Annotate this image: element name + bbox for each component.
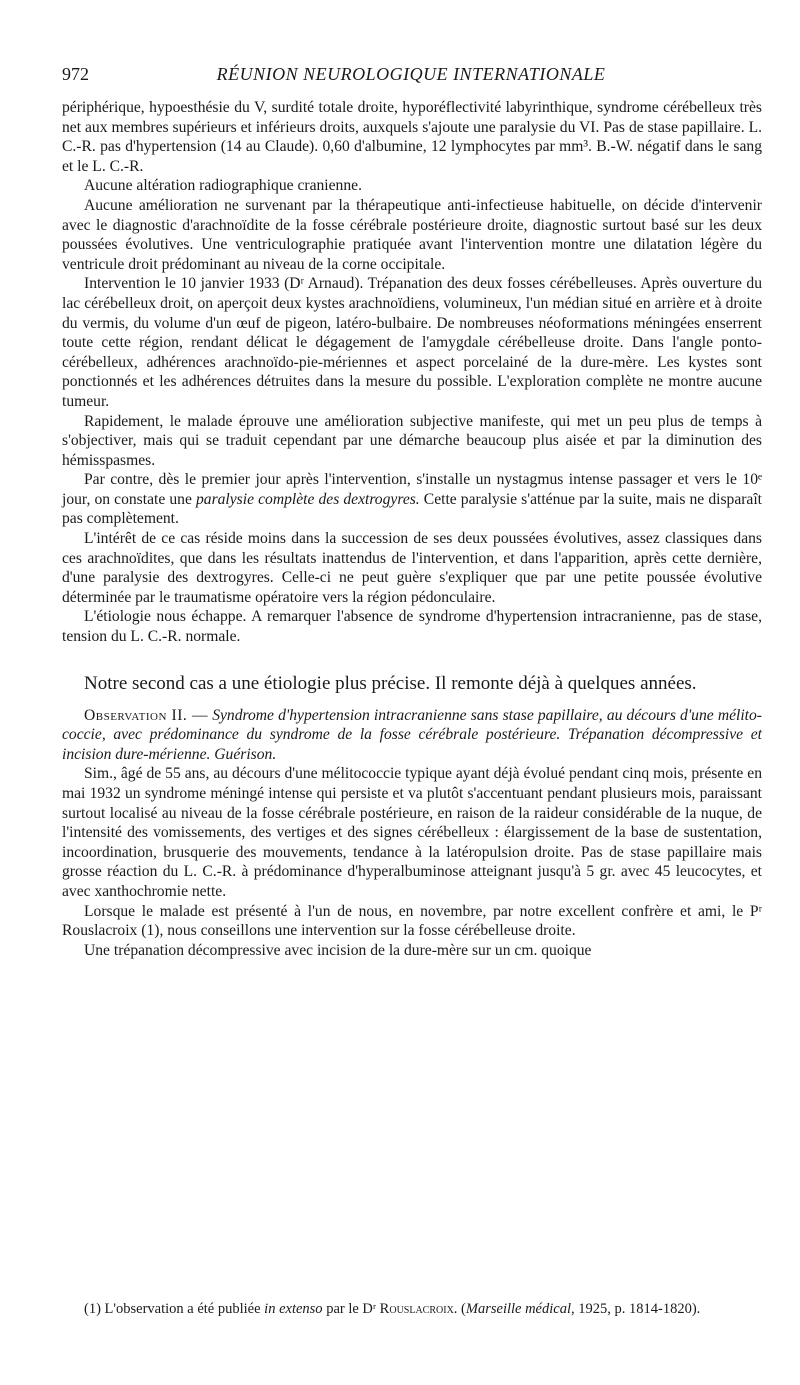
footnote-journal: Marseille médical (465, 1301, 571, 1317)
paragraph: Aucune amélioration ne survenant par la thérapeutique anti-infectieuse habituelle, on décide d'intervenir avec le diagnostic d'arachnoïdite de la fosse cérébrale postérieure droite, diagnostic surtout basé sur les deux poussées évolutives. Une ventriculographie pratiquée avant l'intervention montre une dilatation légère du ventricule droit prédominant au niveau de la corne occipitale. (62, 196, 762, 273)
paragraph-continuation: périphérique, hypoesthésie du V, surdité totale droite, hyporéflectivité labyrinthique, syndrome cérébelleux très net aux membres supérieurs et inférieurs droits, auxquels s'ajoute une paralysie du VI. Pas de stase papillaire. L. C.-R. pas d'hypertension (14 au Claude). 0,60 d'albumine, 12 lymphocytes par mm³. B.-W. négatif dans le sang et le L. C.-R. (62, 99, 762, 175)
paragraph: Intervention le 10 janvier 1933 (Dʳ Arnaud). Trépanation des deux fosses cérébelleuses. Après ouverture du lac cérébelleux droit, on aperçoit deux kystes arachnoïdiens, volumineux, l'un médian situé en arrière et à droite du vermis, du volume d'un œuf de pigeon, latéro-bulbaire. De nombreuses néoformations méningées enserrent toute cette région, rendant délicat le dégagement de l'amygdale cérébelleuse droite. Dans l'angle ponto-cérébelleux, adhérences arachnoïdo-pie-mériennes et aspect porcelainé de la dure-mère. Les kystes sont ponctionnés et les adhérences détruites dans la mesure du possible. L'exploration complète ne montre aucune tumeur. (62, 275, 762, 410)
page-number: 972 (62, 64, 89, 84)
paragraph: Sim., âgé de 55 ans, au décours d'une mélitococcie typique ayant déjà évolué pendant cinq mois, présente en mai 1932 un syndrome méningé intense qui persiste et va plutôt s'accentuant pendant plusieurs mois, paraissant surtout localisé au niveau de la fosse cérébrale postérieure, en raison de la raideur considérable de la nuque, de l'intensité des vomissements, des vertiges et des signes cérébelleux : élargissement de la base de sustentation, incoordination, brusquerie des mouvements, tendance à la latéropulsion droite. Pas de stase papillaire mais grosse réaction du L. C.-R. à prédominance d'hyperalbuminose atteignant jusqu'à 5 gr. avec 45 leucocytes, et avec xanthochromie nette. (62, 765, 762, 900)
paragraph: L'étiologie nous échappe. A remarquer l'absence de syndrome d'hypertension intracranienne, pas de stase, tension du L. C.-R. normale. (62, 608, 762, 646)
observation-title: Syndrome d'hypertension intracranienne sans stase papillaire, au décours d'une mélito-coccie, avec prédominance du syndrome de la fosse cérébrale postérieure. Trépanation décompressive et incision dure-mérienne. Guérison. (62, 706, 762, 763)
paragraph: L'intérêt de ce cas réside moins dans la succession de ses deux poussées évolutives, assez classiques dans ces arachnoïdites, que dans les résultats inattendus de l'intervention, et dans l'apparition, après cette dernière, d'une paralysie des dextrogyres. Celle-ci ne peut guère s'expliquer que par une petite poussée évolutive déterminée par le traumatisme opératoire vers la région pédonculaire. (62, 530, 762, 606)
text-run: (1) L'observation a été publiée (84, 1301, 265, 1317)
text-run: Par contre, dès le premier jour après l'intervention, s'installe un nystagmus intense passager et vers le 10ᵉ jour, on constate une (62, 471, 762, 508)
page-header (62, 64, 760, 88)
footnote-author: Rouslacroix (379, 1301, 454, 1317)
paragraph: Rapidement, le malade éprouve une amélioration subjective manifeste, qui met un peu plus de temps à s'objectiver, mais qui se traduit cependant par une démarche beaucoup plus aisée et par la diminution des hémisspasmes. (62, 412, 762, 469)
running-title: RÉUNION NEUROLOGIQUE INTERNATIONALE (216, 64, 606, 84)
observation-heading (62, 706, 762, 765)
text-run: , 1925, p. 1814-1820). (571, 1301, 701, 1317)
large-paragraph: Notre second cas a une étiologie plus précise. Il remonte déjà à quelques années. (84, 672, 697, 694)
paragraph: Lorsque le malade est présenté à l'un de nous, en novembre, par notre excellent confrère et ami, le Pʳ Rouslacroix (1), nous conseillons une intervention sur la fosse cérébelleuse droite. (62, 902, 762, 940)
body-text (62, 98, 762, 960)
italic-run: paralysie complète des dextrogyres. (195, 490, 420, 508)
text-run: par le Dʳ (322, 1301, 380, 1317)
italic-run: in extenso (264, 1301, 323, 1317)
footnote (62, 1300, 762, 1318)
paragraph: Aucune altération radiographique cranienne. (84, 177, 362, 195)
paragraph: Une trépanation décompressive avec incision de la dure-mère sur un cm. quoique (84, 941, 592, 959)
text-run: Cette paralysie s'atténue par la suite, mais ne disparaît pas complètement. (62, 490, 763, 528)
text-run: . ( (453, 1301, 466, 1317)
observation-label: Observation II. — (84, 706, 209, 724)
paragraph-paralysis (62, 470, 762, 529)
